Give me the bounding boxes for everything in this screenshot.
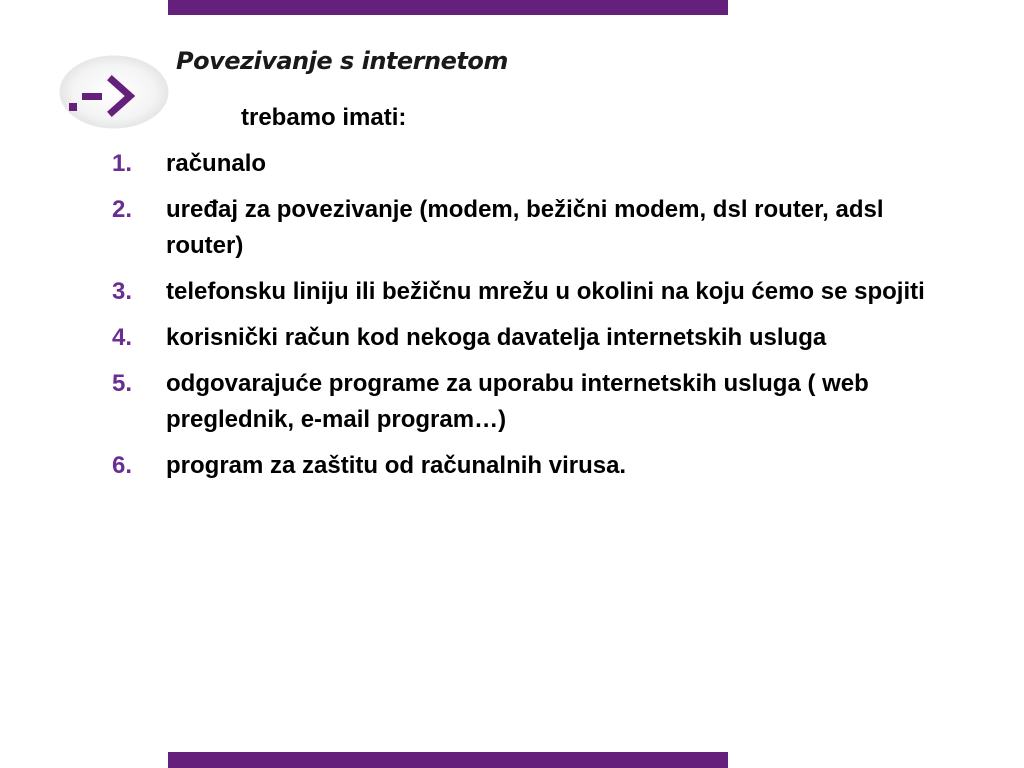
list-item bbox=[112, 192, 962, 264]
slide-title: Povezivanje s internetom bbox=[176, 47, 508, 75]
list-item bbox=[112, 448, 962, 484]
item-number: 4. bbox=[112, 324, 133, 351]
item-text: uređaj za povezivanje (modem, bežični modem, dsl router, adsl router) bbox=[166, 196, 884, 259]
item-text: program za zaštitu od računalnih virusa. bbox=[166, 452, 627, 479]
arrow-logo-icon bbox=[58, 52, 178, 132]
item-text: odgovarajuće programe za uporabu internetskih usluga ( web preglednik, e-mail program…) bbox=[166, 370, 869, 433]
item-text: računalo bbox=[166, 150, 267, 177]
item-text: korisnički račun kod nekoga davatelja internetskih usluga bbox=[166, 324, 827, 351]
item-text: telefonsku liniju ili bežičnu mrežu u okolini na koju ćemo se spojiti bbox=[166, 278, 925, 305]
item-number: 2. bbox=[112, 196, 133, 223]
list-item bbox=[112, 146, 962, 182]
list-item bbox=[112, 274, 962, 310]
list-item bbox=[112, 366, 962, 438]
item-number: 6. bbox=[112, 452, 133, 479]
slide-intro: trebamo imati: bbox=[241, 104, 407, 131]
item-number: 1. bbox=[112, 150, 133, 177]
bottom-accent-bar bbox=[168, 752, 728, 768]
top-accent-bar bbox=[168, 0, 728, 15]
list-item bbox=[112, 320, 962, 356]
item-number: 3. bbox=[112, 278, 133, 305]
requirements-list bbox=[112, 146, 962, 494]
item-number: 5. bbox=[112, 370, 133, 397]
